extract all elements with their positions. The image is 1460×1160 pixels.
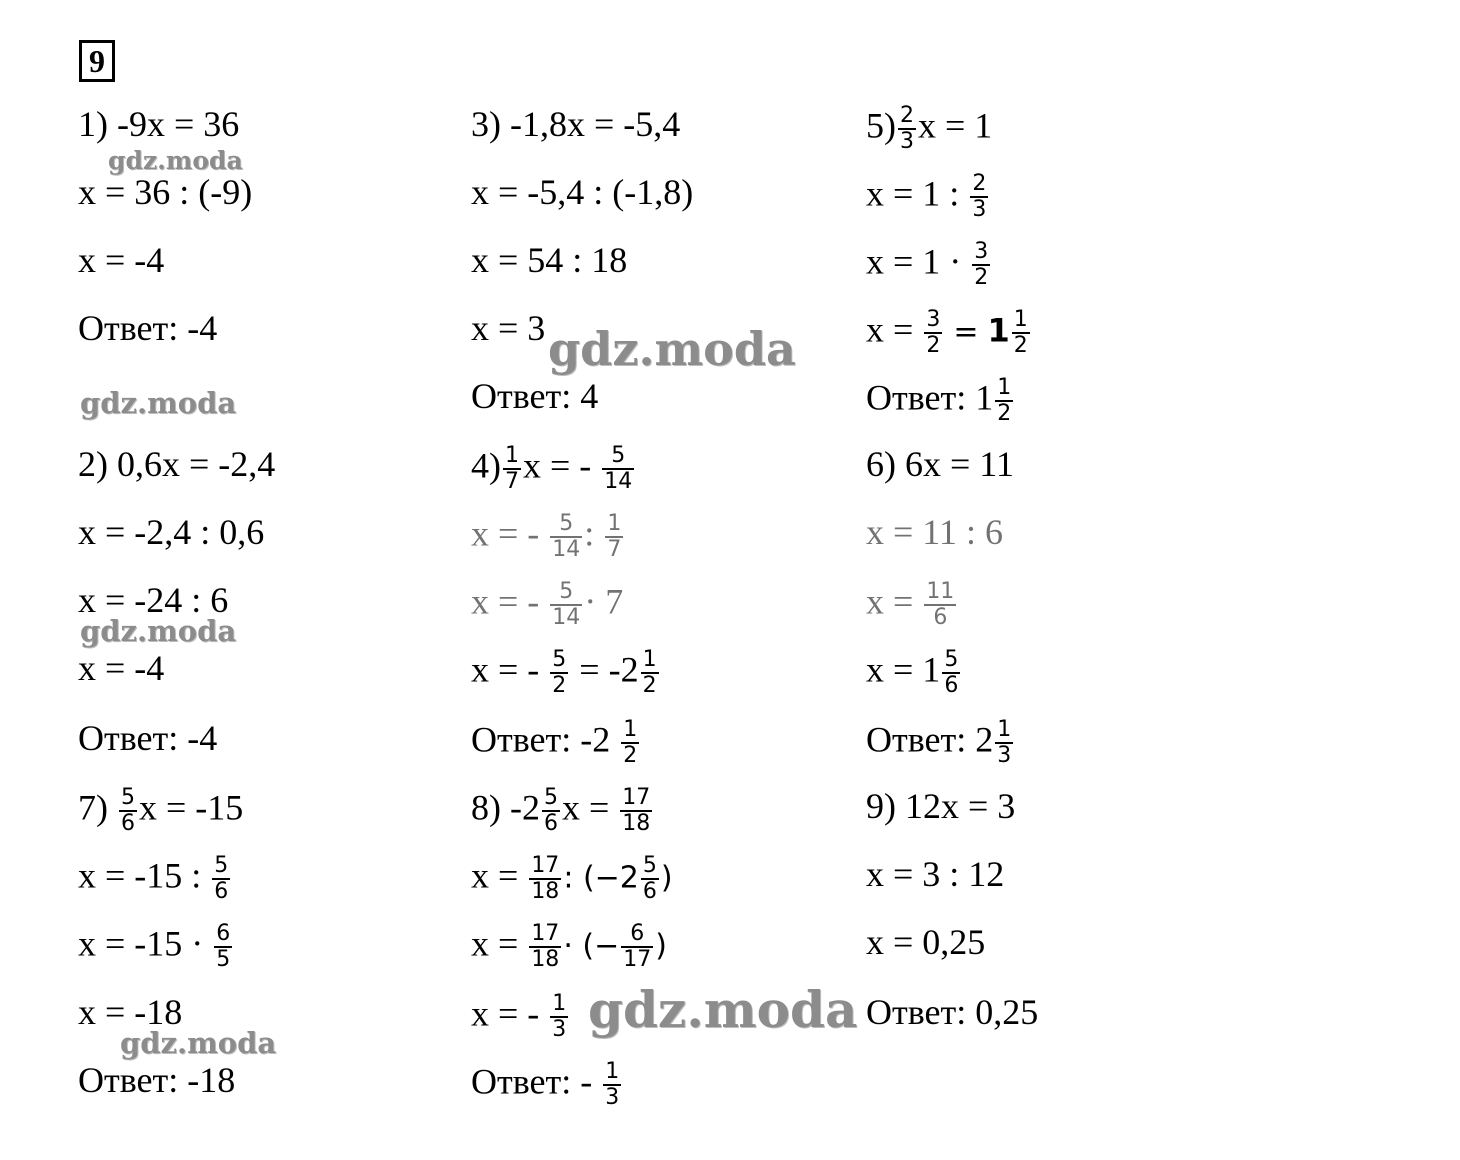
eq-1-line-1: 1) -9x = 36 bbox=[78, 104, 240, 144]
fraction: $\frac{6}{17}$ bbox=[623, 921, 652, 972]
eq-3-answer: Ответ: 4 bbox=[471, 376, 599, 416]
watermark: gdz.moda bbox=[108, 146, 243, 175]
fraction: $\frac{5}{14}$ bbox=[552, 579, 581, 630]
fraction: $\frac{1}{7}$ bbox=[607, 511, 622, 562]
eq-1-answer: Ответ: -4 bbox=[78, 308, 218, 348]
eq-2-line-3: x = -24 : 6 bbox=[78, 580, 229, 620]
eq-4-line-2: x = - $\frac{5}{14}$ : $\frac{1}{7}$ bbox=[471, 511, 622, 562]
fraction: $\frac{3}{2}$ bbox=[926, 307, 941, 358]
eq-2-answer: Ответ: -4 bbox=[78, 718, 218, 758]
eq-3-line-4: x = 3 bbox=[471, 308, 546, 348]
fraction: $\frac{5}{2}$ bbox=[552, 647, 567, 698]
eq-8-line-2: x = $\frac{17}{18}$ : (−2 $\frac{5}{6}$ ) bbox=[471, 853, 673, 904]
eq-7-answer: Ответ: -18 bbox=[78, 1060, 236, 1100]
eq-4-line-1: 4) $\frac{1}{7}$ x = - $\frac{5}{14}$ bbox=[471, 443, 633, 494]
eq-6-line-3: x = $\frac{11}{6}$ bbox=[866, 579, 955, 630]
watermark: gdz.moda bbox=[120, 1026, 277, 1060]
task-number: 9 bbox=[79, 40, 115, 82]
watermark: gdz.moda bbox=[80, 614, 237, 648]
eq-3-line-2: x = -5,4 : (-1,8) bbox=[471, 172, 694, 212]
eq-9-answer: Ответ: 0,25 bbox=[866, 992, 1039, 1032]
eq-5-line-3: x = 1 · $\frac{3}{2}$ bbox=[866, 239, 989, 290]
eq-4-answer: Ответ: -2 $\frac{1}{2}$ bbox=[471, 717, 638, 768]
fraction: $\frac{5}{6}$ bbox=[543, 785, 558, 836]
eq-6-line-4: x = 1 $\frac{5}{6}$ bbox=[866, 647, 959, 698]
eq-6-line-2: x = 11 : 6 bbox=[866, 512, 1003, 552]
eq-8-line-3: x = $\frac{17}{18}$ · (− $\frac{6}{17}$ ) bbox=[471, 921, 667, 972]
fraction: $\frac{1}{3}$ bbox=[997, 717, 1012, 768]
watermark: gdz.moda bbox=[548, 322, 796, 376]
eq-7-line-2: x = -15 : $\frac{5}{6}$ bbox=[78, 853, 229, 904]
eq-2-line-4: x = -4 bbox=[78, 648, 165, 688]
fraction: $\frac{17}{18}$ bbox=[622, 785, 651, 836]
eq-8-answer: Ответ: - $\frac{1}{3}$ bbox=[471, 1059, 620, 1110]
eq-2-line-2: x = -2,4 : 0,6 bbox=[78, 512, 265, 552]
fraction: $\frac{1}{2}$ bbox=[623, 717, 638, 768]
fraction: $\frac{17}{18}$ bbox=[531, 853, 560, 904]
eq-7-line-4: x = -18 bbox=[78, 992, 183, 1032]
fraction: $\frac{2}{3}$ bbox=[972, 171, 987, 222]
fraction: $\frac{5}{14}$ bbox=[604, 443, 633, 494]
watermark: gdz.moda bbox=[80, 386, 237, 420]
fraction: $\frac{1}{7}$ bbox=[505, 443, 519, 494]
eq-7-line-1: 7) $\frac{5}{6}$ x = -15 bbox=[78, 785, 244, 836]
fraction: $\frac{3}{2}$ bbox=[974, 239, 989, 290]
eq-9-line-2: x = 3 : 12 bbox=[866, 854, 1005, 894]
fraction: $\frac{17}{18}$ bbox=[531, 921, 560, 972]
eq-1-line-3: x = -4 bbox=[78, 240, 165, 280]
fraction: $\frac{1}{2}$ bbox=[997, 375, 1012, 426]
fraction: $\frac{5}{6}$ bbox=[944, 647, 959, 698]
fraction: $\frac{5}{6}$ bbox=[214, 853, 229, 904]
fraction: $\frac{5}{6}$ bbox=[642, 853, 657, 904]
fraction: $\frac{5}{6}$ bbox=[121, 785, 135, 836]
fraction: $\frac{6}{5}$ bbox=[216, 921, 231, 972]
eq-1-line-2: x = 36 : (-9) bbox=[78, 172, 253, 212]
eq-6-line-1: 6) 6x = 11 bbox=[866, 444, 1014, 484]
fraction: $\frac{1}{2}$ bbox=[642, 647, 657, 698]
eq-3-line-3: x = 54 : 18 bbox=[471, 240, 628, 280]
eq-5-answer: Ответ: 1 $\frac{1}{2}$ bbox=[866, 375, 1012, 426]
eq-2-line-1: 2) 0,6x = -2,4 bbox=[78, 444, 276, 484]
eq-8-line-4: x = - $\frac{1}{3}$ bbox=[471, 991, 567, 1042]
eq-4-line-4: x = - $\frac{5}{2}$ = -2 $\frac{1}{2}$ bbox=[471, 647, 657, 698]
eq-5-line-4: x = $\frac{3}{2}$ = 1 $\frac{1}{2}$ bbox=[866, 307, 1028, 358]
eq-6-answer: Ответ: 2 $\frac{1}{3}$ bbox=[866, 717, 1012, 768]
fraction: $\frac{1}{2}$ bbox=[1013, 307, 1028, 358]
eq-9-line-1: 9) 12x = 3 bbox=[866, 786, 1016, 826]
watermark: gdz.moda bbox=[588, 980, 858, 1039]
fraction: $\frac{11}{6}$ bbox=[926, 579, 955, 630]
eq-7-line-3: x = -15 · $\frac{6}{5}$ bbox=[78, 921, 231, 972]
fraction: $\frac{1}{3}$ bbox=[552, 991, 567, 1042]
eq-5-line-1: 5) $\frac{2}{3}$ x = 1 bbox=[866, 103, 993, 154]
eq-9-line-3: x = 0,25 bbox=[866, 922, 986, 962]
eq-4-line-3: x = - $\frac{5}{14}$ · 7 bbox=[471, 579, 624, 630]
eq-5-line-2: x = 1 : $\frac{2}{3}$ bbox=[866, 171, 987, 222]
eq-3-line-1: 3) -1,8x = -5,4 bbox=[471, 104, 681, 144]
fraction: $\frac{1}{3}$ bbox=[605, 1059, 620, 1110]
fraction: $\frac{2}{3}$ bbox=[900, 103, 914, 154]
fraction: $\frac{5}{14}$ bbox=[552, 511, 581, 562]
eq-8-line-1: 8) -2 $\frac{5}{6}$ x = $\frac{17}{18}$ bbox=[471, 785, 651, 836]
